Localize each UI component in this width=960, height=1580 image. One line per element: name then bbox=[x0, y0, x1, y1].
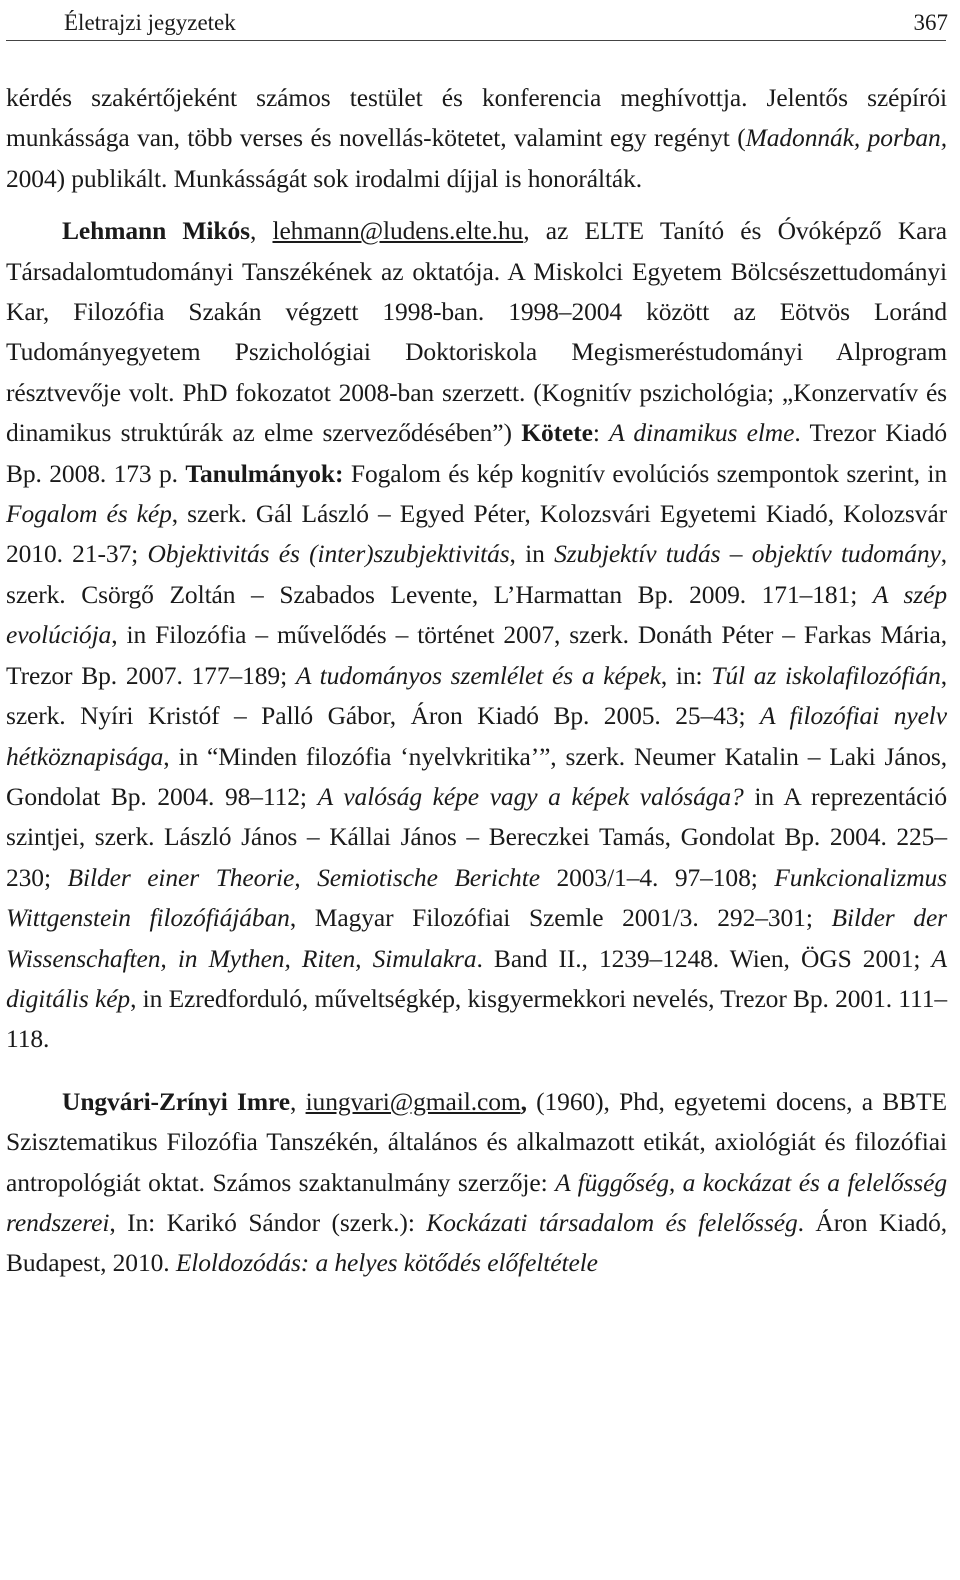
email-link[interactable]: lehmann@ludens.elte.hu bbox=[272, 216, 524, 246]
running-title: Életrajzi jegyzetek bbox=[64, 10, 236, 35]
header-rule bbox=[6, 40, 946, 41]
author-name: Lehmann Mikós bbox=[62, 216, 250, 246]
paragraph-continuation: kérdés szakértőjeként számos testület és konferencia meghívottja. Jelentős szépírói munkássága van, több verses és novellás-kötetet, valamint egy regényt (Madonnák, porban, 2004) publikált. Munkásságát sok irodalmi díjjal is honorálták. bbox=[6, 83, 947, 193]
author-name: Ungvári-Zrínyi Imre bbox=[62, 1086, 290, 1116]
book-title: A dinamikus elme bbox=[609, 418, 795, 448]
book-title: Madonnák, porban, bbox=[745, 123, 947, 153]
bio-lehmann: Lehmann Mikós, lehmann@ludens.elte.hu, az ELTE Tanító és Óvóképző Kara Társadalomtudományi Tanszékének az oktatója. A Miskolci Egyetem Bölcsészettudományi Kar, Filozófia Szakán végzett 1998-ban. 1998–2004 között az Eötvös Loránd Tudományegyetem Pszichológiai Doktoriskola Megismeréstudományi Alprogram résztvevője volt. PhD fokozatot 2008-ban szerzett. (Kognitív pszichológia; „Konzervatív és dinamikus struktúrák az elme szerveződésében”) Kötete: A dinamikus elme. Trezor Kiadó Bp. 2008. 173 p. Tanulmányok: Fogalom és kép kognitív evolúciós szempontok szerint, in Fogalom és kép, szerk. Gál László – Egyed Péter, Kolozsvári Egyetemi Kiadó, Kolozsvár 2010. 21-37; Objektivitás és (inter)szubjektivitás, in Szubjektív tudás – objektív tudomány, szerk. Csörgő Zoltán – Szabados Levente, L’Harmattan Bp. 2009. 171–181; A szép evolúciója, in Filozófia – művelődés – történet 2007, szerk. Donáth Péter – Farkas Mária, Trezor Bp. 2007. 177–189; A tudományos szemlélet és a képek, in: Túl az iskolafilozófián, szerk. Nyíri Kristóf – Palló Gábor, Áron Kiadó Bp. 2005. 25–43; A filozófiai nyelv hétköznapisága, in “Minden filozófia ‘nyelvkritika’”, szerk. Neumer Katalin – Laki János, Gondolat Bp. 2004. 98–112; A valóság képe vagy a képek valósága? in A reprezentáció szintjei, szerk. László János – Kállai János – Bereczkei Tamás, Gondolat Bp. 2004. 225–230; Bilder einer Theorie, Semiotische Berichte 2003/1–4. 97–108; Funkcionalizmus Wittgenstein filozófiájában, Magyar Filozófiai Szemle 2001/3. 292–301; Bilder der Wissenschaften, in Mythen, Riten, Simulakra. Band II., 1239–1248. Wien, ÖGS 2001; A digitális kép, in Ezredforduló, műveltségkép, kisgyermekkori nevelés, Trezor Bp. 2001. 111–118. bbox=[6, 216, 948, 1054]
running-header bbox=[6, 2, 948, 36]
text-body bbox=[6, 78, 947, 1284]
kotete-label: Kötete bbox=[521, 418, 593, 448]
tanulmanyok-label: Tanulmányok: bbox=[185, 458, 344, 488]
page-number: 367 bbox=[913, 10, 948, 35]
email-link[interactable]: iungvari@gmail.com bbox=[305, 1086, 521, 1116]
bio-ungvari-zrinyi: Ungvári-Zrínyi Imre, iungvari@gmail.com, (1960), Phd, egyetemi docens, a BBTE Szisztematikus Filozófia Tanszékén, általános és alkalmazott etikát, axiológiát és filozófiai antropológiát oktat. Számos szaktanulmány szerzője: A függőség, a kockázat és a felelősség rendszerei, In: Karikó Sándor (szerk.): Kockázati társadalom és felelősség. Áron Kiadó, Budapest, 2010. Eloldozódás: a helyes kötődés előfeltétele bbox=[6, 1086, 947, 1278]
